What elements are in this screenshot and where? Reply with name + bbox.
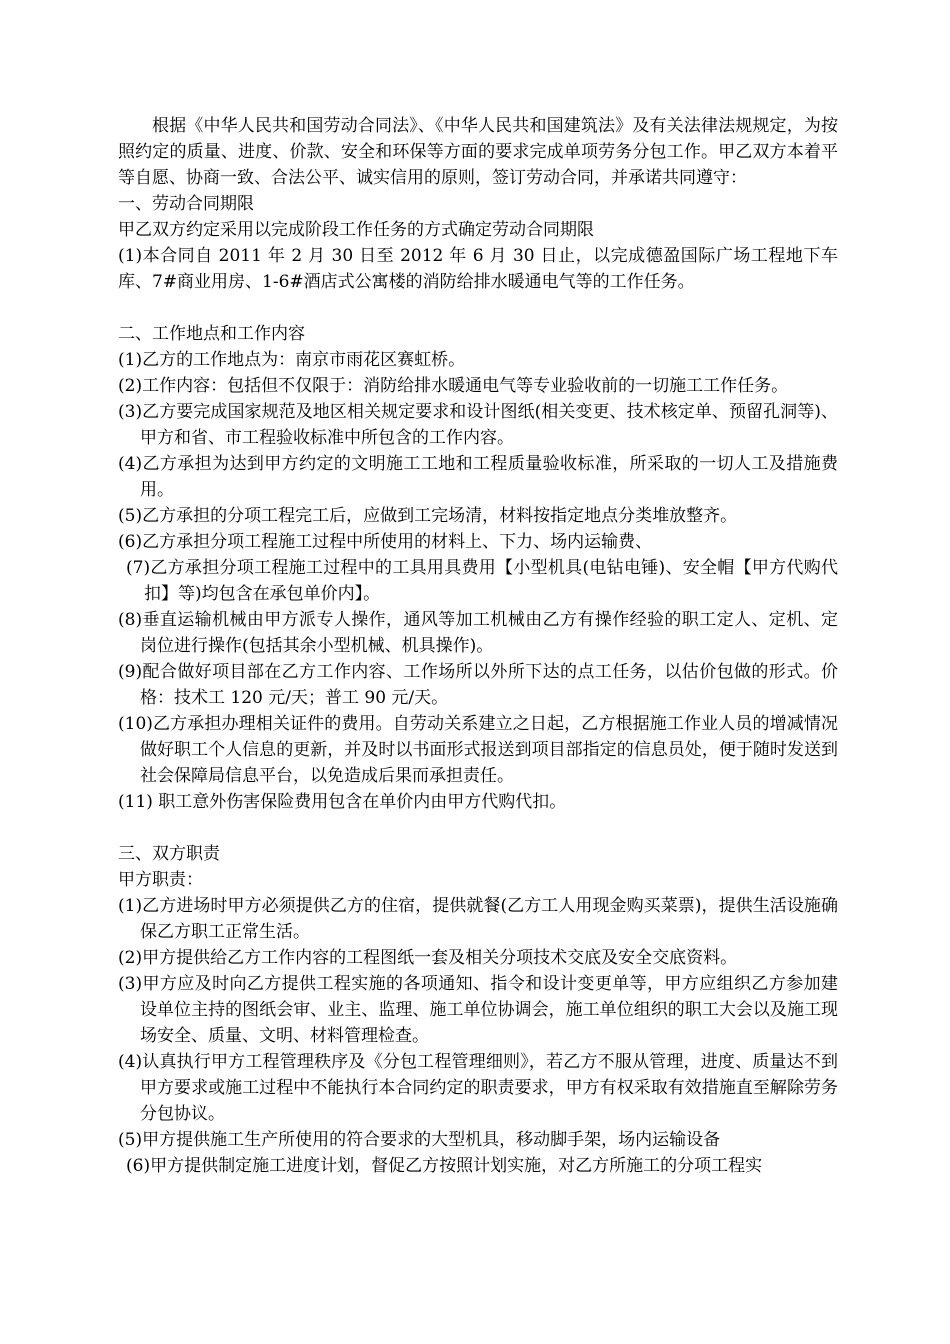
work-item: (5)乙方承担的分项工程完工后，应做到工完场清，材料按指定地点分类堆放整齐。 [118, 506, 738, 526]
work-item: (11) 职工意外伤害保险费用包含在单价内由甲方代购代扣。 [118, 792, 567, 812]
section-heading-term: 一、劳动合同期限 [118, 194, 254, 214]
duty-item: (5)甲方提供施工生产所使用的符合要求的大型机具，移动脚手架，场内运输设备 [118, 1130, 721, 1150]
work-item: (1)乙方的工作地点为：南京市雨花区赛虹桥。 [118, 350, 466, 370]
section-heading-duties: 三、双方职责 [118, 844, 220, 864]
term-lead: 甲乙双方约定采用以完成阶段工作任务的方式确定劳动合同期限 [118, 220, 594, 240]
section-heading-work: 二、工作地点和工作内容 [118, 324, 305, 344]
party-a-duties-label: 甲方职责： [118, 870, 203, 890]
work-item: (8)垂直运输机械由甲方派专人操作，通风等加工机械由乙方有操作经验的职工定人、定机、定岗位进行操作(包括其余小型机械、机具操作)。 [118, 610, 838, 656]
duty-item: (3)甲方应及时向乙方提供工程实施的各项通知、指令和设计变更单等，甲方应组织乙方参加建设单位主持的图纸会审、业主、监理、施工单位协调会，施工单位组织的职工大会以及施工现场安全、质量、文明、材料管理检查。 [118, 974, 838, 1046]
spacer [118, 295, 838, 321]
contract-body [118, 113, 838, 1179]
duty-item: (6)甲方提供制定施工进度计划，督促乙方按照计划实施，对乙方所施工的分项工程实 [126, 1156, 763, 1176]
work-item: (2)工作内容：包括但不仅限于：消防给排水暖通电气等专业验收前的一切施工工作任务。 [118, 376, 789, 396]
duty-item: (4)认真执行甲方工程管理秩序及《分包工程管理细则》，若乙方不服从管理，进度、质量达不到甲方要求或施工过程中不能执行本合同约定的职责要求，甲方有权采取有效措施直至解除劳务分包协议。 [118, 1052, 838, 1124]
term-item: (1)本合同自 2011 年 2 月 30 日至 2012 年 6 月 30 日止，以完成德盈国际广场工程地下车库、7#商业用房、1-6#酒店式公寓楼的消防给排水暖通电气等的工作任务。 [118, 246, 838, 292]
duty-item: (2)甲方提供给乙方工作内容的工程图纸一套及相关分项技术交底及安全交底资料。 [118, 948, 738, 968]
work-item: (3)乙方要完成国家规范及地区相关规定要求和设计图纸(相关变更、技术核定单、预留孔洞等)、甲方和省、市工程验收标准中所包含的工作内容。 [118, 402, 838, 448]
work-item: (4)乙方承担为达到甲方约定的文明施工工地和工程质量验收标准，所采取的一切人工及措施费用。 [118, 454, 838, 500]
work-item: (10)乙方承担办理相关证件的费用。自劳动关系建立之日起，乙方根据施工作业人员的增减情况做好职工个人信息的更新，并及时以书面形式报送到项目部指定的信息员处，便于随时发送到社会保障局信息平台，以免造成后果而承担责任。 [118, 714, 838, 786]
spacer [118, 815, 838, 841]
work-item: (9)配合做好项目部在乙方工作内容、工作场所以外所下达的点工任务，以估价包做的形式。价格：技术工 120 元/天；普工 90 元/天。 [118, 662, 838, 708]
work-item: (6)乙方承担分项工程施工过程中所使用的材料上、下力、场内运输费、 [118, 532, 653, 552]
duty-item: (1)乙方进场时甲方必须提供乙方的住宿，提供就餐(乙方工人用现金购买菜票)，提供生活设施确保乙方职工正常生活。 [118, 896, 838, 942]
work-item: (7)乙方承担分项工程施工过程中的工具用具费用【小型机具(电钻电锤)、安全帽【甲方代购代扣】等)均包含在承包单价内】。 [126, 558, 838, 604]
intro-paragraph: 根据《中华人民共和国劳动合同法》、《中华人民共和国建筑法》及有关法律法规规定，为按照约定的质量、进度、价款、安全和环保等方面的要求完成单项劳务分包工作。甲乙双方本着平等自愿、协商一致、合法公平、诚实信用的原则，签订劳动合同，并承诺共同遵守： [118, 116, 838, 188]
